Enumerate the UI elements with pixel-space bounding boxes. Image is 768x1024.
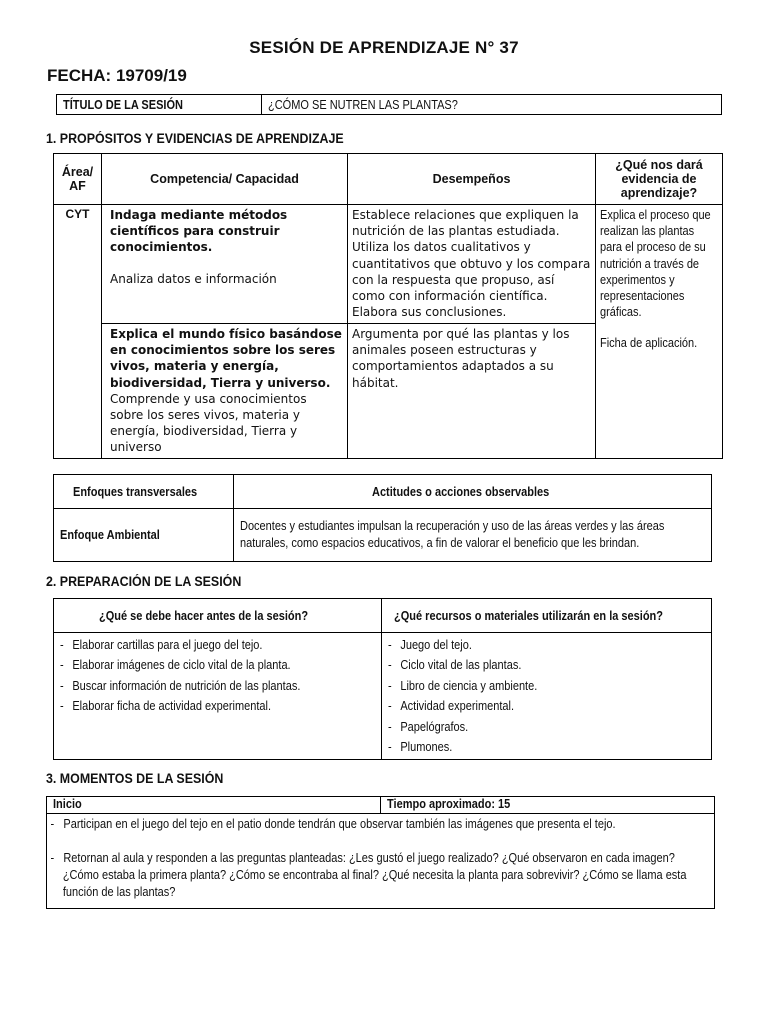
section-heading-purposes: 1. PROPÓSITOS Y EVIDENCIAS DE APRENDIZAJE — [46, 131, 344, 146]
resources-cell — [382, 633, 712, 760]
moments-body — [47, 814, 715, 909]
evidence-cell — [596, 205, 723, 459]
col-header-desempenos: Desempeños — [348, 154, 596, 205]
desempeno-cell-2 — [348, 324, 596, 459]
approach-name: Enfoque Ambiental — [54, 509, 234, 562]
before-item: - Elaborar ficha de actividad experimental. — [60, 696, 377, 716]
before-cell — [54, 633, 382, 760]
session-title-value: ¿CÓMO SE NUTREN LAS PLANTAS? — [262, 95, 722, 115]
approaches-header-row — [54, 475, 712, 509]
capacidad-1: Analiza datos e información — [110, 271, 277, 286]
evidence-text: Explica el proceso que realizan las plantas para el proceso de su nutrición a través de experimentos y representaciones gráficas. — [600, 208, 711, 320]
col-header-evidencia: ¿Qué nos dará evidencia de aprendizaje? — [596, 154, 723, 205]
moment-time: Tiempo aproximado: 15 — [381, 797, 715, 814]
resource-item: - Actividad experimental. — [388, 696, 705, 716]
moments-header-row — [47, 797, 715, 814]
preparation-row — [54, 633, 712, 760]
before-list — [60, 635, 377, 717]
approach-description: Docentes y estudiantes impulsan la recuperación y uso de las áreas verdes y las áreas naturales, como espacios educativos, a fin de valorar el beneficio que les brindan. — [234, 509, 712, 562]
competencia-cell-1 — [102, 205, 348, 324]
competencia-cell-2 — [102, 324, 348, 459]
approaches-row — [54, 509, 712, 562]
resource-item: - Ciclo vital de las plantas. — [388, 655, 705, 675]
resource-item: - Papelógrafos. — [388, 717, 705, 737]
moment-item: - Retornan al aula y responden a las preguntas planteadas: ¿Les gustó el juego realizado? ¿Qué observaron en cada imagen? ¿Cómo estaba la primera planta? ¿Cómo se encontraba al final? ¿Qué necesita la planta para sobrevivir? ¿Cómo se llama esta función de las plantas? — [50, 851, 687, 899]
competencia-2: Explica el mundo físico basándose en conocimientos sobre los seres vivos, materia y energía, biodiversidad, Tierra y universo. — [110, 327, 342, 390]
desempeno-1: Establece relaciones que expliquen la nutrición de las plantas estudiada. Utiliza los datos cualitativos y cuantitativos que obtuvo y los compara con la respuesta que propuso, así como con información científica. Elabora sus conclusiones. — [352, 208, 591, 320]
moments-table — [46, 796, 715, 909]
moment-phase: Inicio — [47, 797, 381, 814]
resource-item: - Libro de ciencia y ambiente. — [388, 676, 705, 696]
desempeno-2: Argumenta por qué las plantas y los animales poseen estructuras y comportamientos adaptados a su hábitat. — [352, 327, 570, 390]
before-item: - Elaborar imágenes de ciclo vital de la planta. — [60, 655, 377, 675]
purposes-table — [53, 153, 723, 459]
before-item: - Buscar información de nutrición de las plantas. — [60, 676, 377, 696]
col-header-competencia: Competencia/ Capacidad — [102, 154, 348, 205]
col-header-before: ¿Qué se debe hacer antes de la sesión? — [54, 599, 382, 633]
purposes-row-1 — [54, 205, 723, 324]
area-cell: CYT — [54, 205, 102, 459]
page-title: SESIÓN DE APRENDIZAJE N° 37 — [249, 38, 519, 57]
moment-item: - Participan en el juego del tejo en el patio donde tendrán que observar también las imágenes que presenta el tejo. — [50, 817, 616, 831]
approaches-table — [53, 474, 712, 562]
capacidad-2: Comprende y usa conocimientos sobre los seres vivos, materia y energía, biodiversidad, Tierra y universo — [110, 391, 307, 455]
col-header-actitudes: Actitudes o acciones observables — [234, 475, 712, 509]
section-heading-preparation: 2. PREPARACIÓN DE LA SESIÓN — [46, 574, 242, 589]
resource-item: - Juego del tejo. — [388, 635, 705, 655]
section-heading-moments: 3. MOMENTOS DE LA SESIÓN — [46, 771, 224, 786]
resource-item: - Plumones. — [388, 737, 705, 757]
preparation-header-row — [54, 599, 712, 633]
desempeno-cell-1 — [348, 205, 596, 324]
session-date: FECHA: 19709/19 — [47, 66, 187, 85]
preparation-table — [53, 598, 712, 760]
col-header-enfoques: Enfoques transversales — [54, 475, 234, 509]
purposes-header-row — [54, 154, 723, 205]
moments-body-row — [47, 814, 715, 909]
resources-list — [388, 635, 705, 757]
competencia-1: Indaga mediante métodos científicos para construir conocimientos. — [110, 208, 288, 255]
session-title-label: TÍTULO DE LA SESIÓN — [57, 95, 262, 115]
col-header-area: Área/ AF — [54, 154, 102, 205]
col-header-resources: ¿Qué recursos o materiales utilizarán en la sesión? — [382, 599, 712, 633]
session-title-table — [56, 94, 722, 115]
evidence-tool: Ficha de aplicación. — [600, 336, 698, 351]
before-item: - Elaborar cartillas para el juego del tejo. — [60, 635, 377, 655]
